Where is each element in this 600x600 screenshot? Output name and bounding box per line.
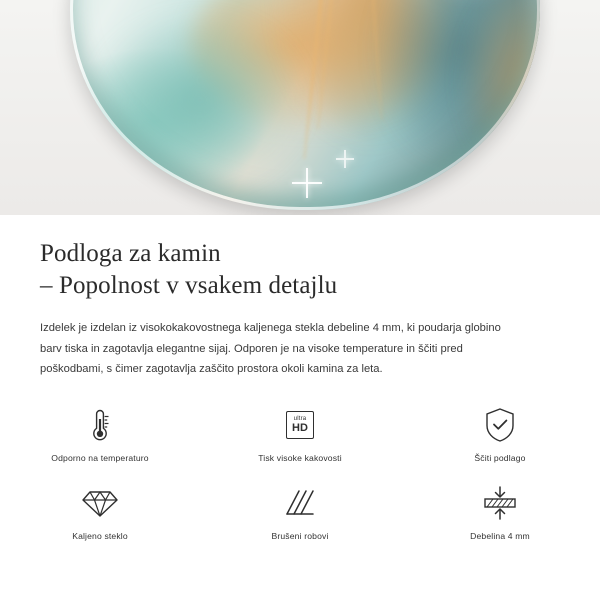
- feature-item-surface-protection: [400, 400, 600, 478]
- headline-line-2: – Popolnost v vsakem detajlu: [40, 272, 338, 299]
- hero-image: [0, 0, 600, 215]
- diamond-icon: [81, 482, 119, 524]
- feature-grid: [0, 400, 600, 556]
- feature-label: Brušeni robovi: [271, 531, 329, 541]
- ultra-hd-icon: [286, 404, 314, 446]
- feature-label: Odporno na temperaturo: [51, 453, 149, 463]
- feature-label: Tisk visoke kakovosti: [258, 453, 342, 463]
- feature-label: Kaljeno steklo: [72, 531, 128, 541]
- feature-label: Debelina 4 mm: [470, 531, 530, 541]
- ultra-hd-top: ultra: [293, 416, 307, 422]
- description-paragraph: Izdelek je izdelan iz visokokakovostnega kaljenega stekla debeline 4 mm, ki poudarja globino barv tiska in zagotavlja elegantne sijaj. Odporen je na visoke temperature in ščiti pred poškodbami, s čimer zagotavlja zaščito prostora okoli kamina za leta.: [40, 322, 501, 376]
- ultra-hd-bottom: HD: [292, 422, 308, 434]
- feature-item-temperature: [0, 400, 200, 478]
- page-title: [0, 215, 600, 302]
- feature-item-polished-edges: [200, 478, 400, 556]
- ink-blot: [90, 10, 310, 190]
- feature-item-tempered-glass: [0, 478, 200, 556]
- feature-item-thickness: [400, 478, 600, 556]
- shield-check-icon: [482, 404, 518, 446]
- thickness-icon: [481, 482, 519, 524]
- feature-item-print-quality: [200, 400, 400, 478]
- content-block: [0, 215, 600, 380]
- headline-line-1: Podloga za kamin: [40, 240, 221, 267]
- polished-edges-icon: [282, 482, 318, 524]
- thermometer-icon: [83, 404, 117, 446]
- feature-label: Ščiti podlago: [474, 453, 526, 463]
